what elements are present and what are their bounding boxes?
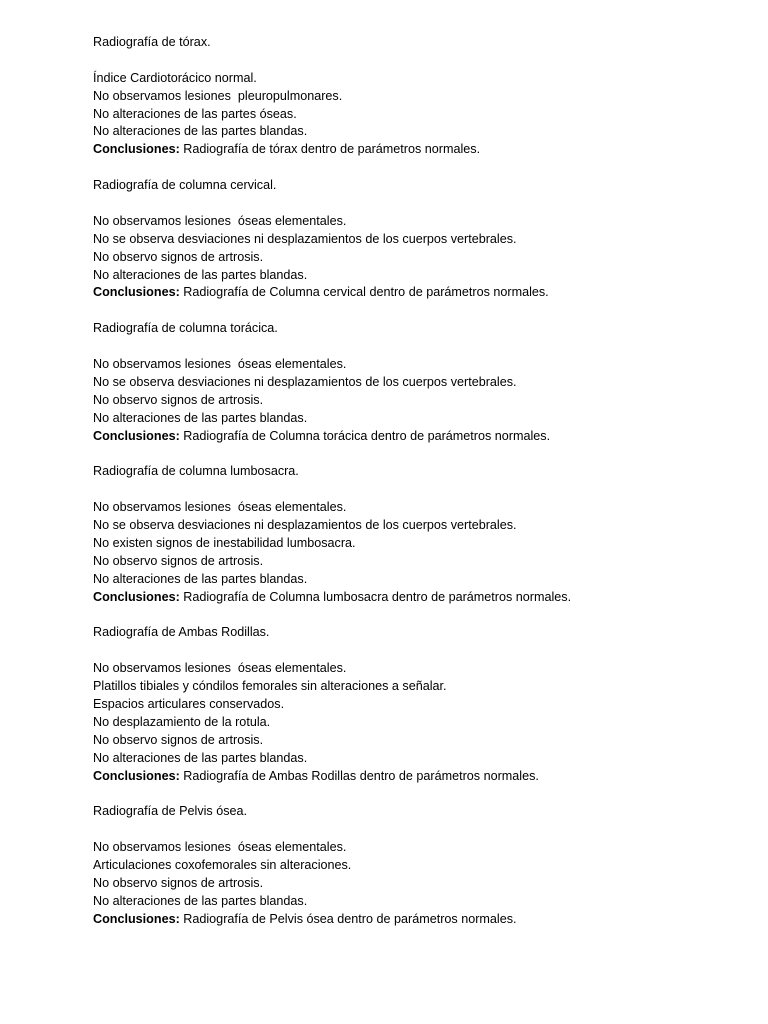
finding-line: Espacios articulares conservados.: [93, 696, 285, 711]
finding-line: No observamos lesiones óseas elementales.: [93, 840, 347, 855]
conclusion-label: Conclusiones:: [93, 142, 180, 157]
conclusion-line: [93, 589, 733, 607]
conclusion-line: [93, 911, 733, 929]
finding-line: Articulaciones coxofemorales sin alteraciones.: [93, 857, 352, 872]
conclusion-label: Conclusiones:: [93, 428, 180, 443]
conclusion-label: Conclusiones:: [93, 589, 180, 604]
finding-line: No observamos lesiones óseas elementales.: [93, 213, 347, 228]
conclusion-line: [93, 141, 733, 159]
section-pelvis-osea: [93, 803, 733, 928]
finding-line: No se observa desviaciones ni desplazamientos de los cuerpos vertebrales.: [93, 374, 517, 389]
finding-line: No alteraciones de las partes blandas.: [93, 267, 308, 282]
section-columna-toracica: [93, 320, 733, 445]
finding-line: Índice Cardiotorácico normal.: [93, 70, 257, 85]
finding-line: No observamos lesiones óseas elementales.: [93, 500, 347, 515]
section-title: Radiografía de tórax.: [93, 35, 211, 49]
finding-line: No observamos lesiones óseas elementales.: [93, 357, 347, 372]
section-title: Radiografía de columna lumbosacra.: [93, 464, 299, 479]
finding-line: No observo signos de artrosis.: [93, 392, 264, 407]
finding-line: No se observa desviaciones ni desplazamientos de los cuerpos vertebrales.: [93, 518, 517, 533]
conclusion-text: Radiografía de Columna cervical dentro de parámetros normales.: [179, 285, 549, 300]
conclusion-text: Radiografía de Ambas Rodillas dentro de parámetros normales.: [179, 768, 539, 783]
section-torax: [93, 34, 733, 159]
finding-line: No alteraciones de las partes óseas.: [93, 106, 297, 121]
finding-line: No observo signos de artrosis.: [93, 249, 264, 264]
finding-line: No observo signos de artrosis.: [93, 553, 264, 568]
finding-line: No desplazamiento de la rotula.: [93, 714, 271, 729]
finding-line: No alteraciones de las partes blandas.: [93, 750, 308, 765]
section-title: Radiografía de columna cervical.: [93, 178, 277, 193]
conclusion-text: Radiografía de Columna lumbosacra dentro de parámetros normales.: [179, 589, 572, 604]
finding-line: No alteraciones de las partes blandas.: [93, 410, 308, 425]
finding-line: No observamos lesiones pleuropulmonares.: [93, 88, 343, 103]
finding-line: No existen signos de inestabilidad lumbosacra.: [93, 535, 356, 550]
conclusion-label: Conclusiones:: [93, 911, 180, 926]
finding-line: No observo signos de artrosis.: [93, 732, 264, 747]
conclusion-label: Conclusiones:: [93, 768, 180, 783]
section-columna-cervical: [93, 177, 733, 302]
conclusion-line: [93, 768, 733, 786]
finding-line: No observamos lesiones óseas elementales.: [93, 661, 347, 676]
conclusion-label: Conclusiones:: [93, 285, 180, 300]
finding-line: Platillos tibiales y cóndilos femorales sin alteraciones a señalar.: [93, 679, 447, 694]
report-body: [93, 34, 733, 929]
conclusion-line: [93, 428, 733, 446]
section-title: Radiografía de columna torácica.: [93, 321, 278, 336]
conclusion-text: Radiografía de Pelvis ósea dentro de parámetros normales.: [179, 911, 517, 926]
conclusion-line: [93, 284, 733, 302]
section-ambas-rodillas: [93, 624, 733, 785]
conclusion-text: Radiografía de Columna torácica dentro de parámetros normales.: [179, 428, 551, 443]
section-columna-lumbosacra: [93, 463, 733, 606]
finding-line: No alteraciones de las partes blandas.: [93, 124, 308, 139]
section-title: Radiografía de Pelvis ósea.: [93, 804, 248, 819]
section-title: Radiografía de Ambas Rodillas.: [93, 625, 270, 640]
finding-line: No alteraciones de las partes blandas.: [93, 893, 308, 908]
finding-line: No se observa desviaciones ni desplazamientos de los cuerpos vertebrales.: [93, 231, 517, 246]
finding-line: No observo signos de artrosis.: [93, 875, 264, 890]
finding-line: No alteraciones de las partes blandas.: [93, 571, 308, 586]
conclusion-text: Radiografía de tórax dentro de parámetros normales.: [179, 142, 481, 157]
